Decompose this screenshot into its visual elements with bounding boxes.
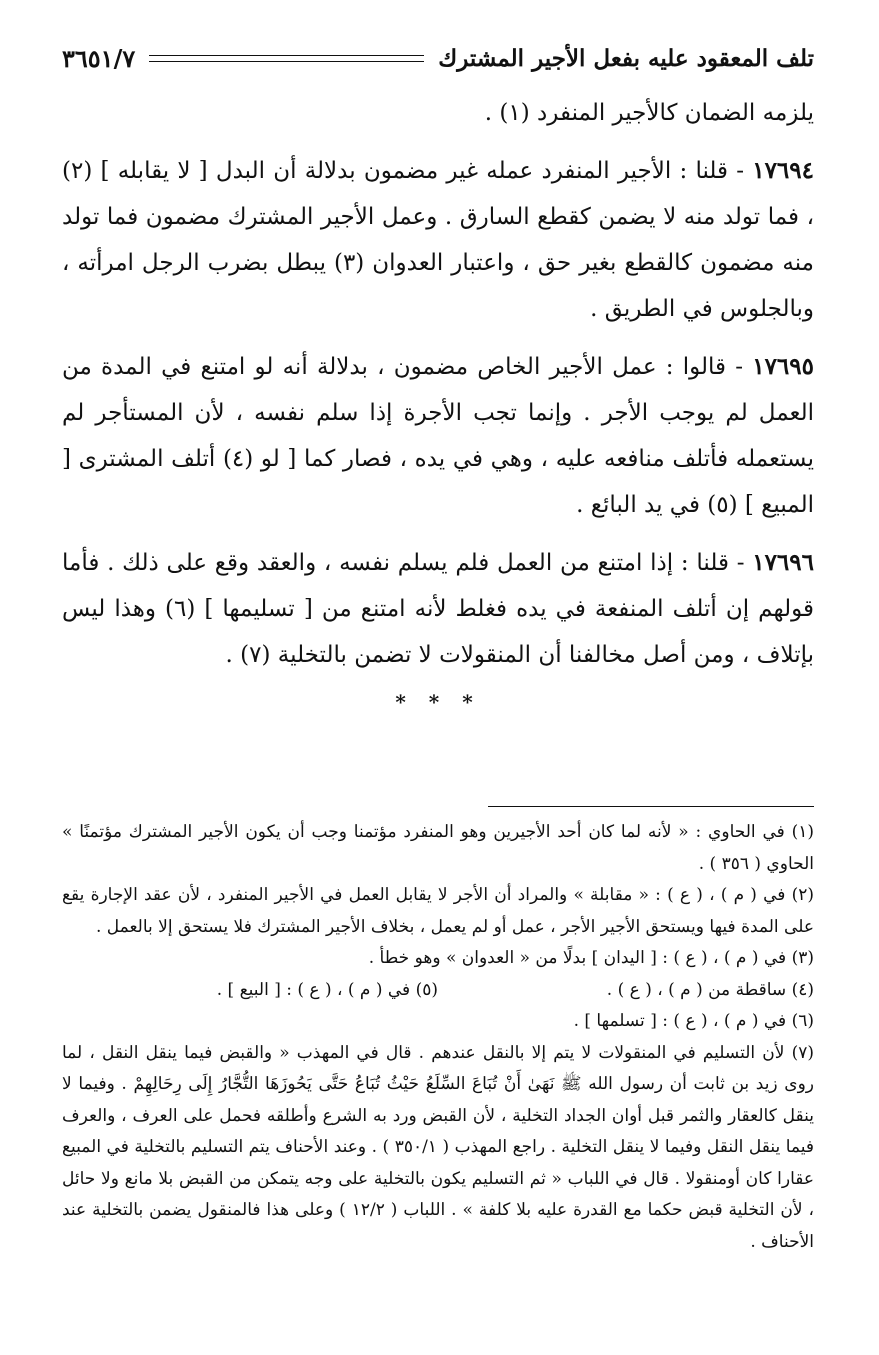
paragraph-number: ١٧٦٩٥ — [752, 353, 814, 380]
footnote-row-4-5 — [62, 975, 814, 1007]
page-number: ٣٦٥١/٧ — [62, 43, 136, 73]
header-double-rule — [149, 55, 424, 62]
paragraph-number: ١٧٦٩٦ — [752, 549, 814, 576]
book-page — [62, 38, 814, 1258]
footnote-6: (٦) في ( م ) ، ( ع ) : [ تسلمها ] . — [573, 1011, 814, 1031]
header-title: تلف المعقود عليه بفعل الأجير المشترك — [438, 44, 814, 72]
paragraph-17694 — [62, 148, 814, 332]
footnote-4: (٤) ساقطة من ( م ) ، ( ع ) . — [606, 979, 814, 1000]
footnote-rule — [488, 806, 814, 807]
footnote-7: (٧) لأن التسليم في المنقولات لا يتم إلا بالنقل عندهم . قال في المهذب « والقبض فيما ينقل النقل ، لما روى زيد بن ثابت أن رسول الله ﷺ نَهَىٰ أَنْ تُبَاعَ السِّلَعُ حَيْثُ تُبَاعُ حَتَّى يَحُوزَهَا التُّجَّارُ إِلَى رِحَالِهِمْ . وفيما لا ينقل كالعقار والثمر قبل أوان الجداد التخلية ، لأن القبض ورد به الشرع وأطلقه فحمل على العرف ، والعرف فيما ينقل النقل وفيما لا ينقل التخلية . راجع المهذب ( ٣٥٠/١ ) . وعند الأحناف يتم التسليم بالتخلية في المبيع عقارا كان أومنقولا . قال في اللباب « ثم التسليم يكون بالتخلية على وجه يتمكن من القبض بلا مانع ولا حائل ، لأن التخلية قبض حكما مع القدرة عليه بلا كلفة » . اللباب ( ١٢/٢ ) وعلى هذا فالمنقول يضمن بالتخلية عند الأحناف . — [62, 1042, 814, 1252]
paragraph-text: - قالوا : عمل الأجير الخاص مضمون ، بدلالة أنه لو امتنع في المدة من العمل لم يوجب الأجر . وإنما تجب الأجرة إذا سلم نفسه ، لأن المستأجر لم يستعمله فأتلف منافعه عليه ، وهي في يده ، فصار كما [ لو (٤) أتلف المشترى [ المبيع ] (٥) في يد البائع . — [62, 354, 814, 518]
running-header — [62, 38, 814, 78]
footnote-1: (١) في الحاوي : « لأنه لما كان أحد الأجيرين وهو المنفرد مؤتمنا وجب أن يكون الأجير المشترك مؤتمنًا » الحاوي ( ٣٥٦ ) . — [62, 822, 814, 874]
main-text — [62, 90, 814, 678]
paragraph-number: ١٧٦٩٤ — [752, 157, 814, 184]
paragraph-continuation — [62, 90, 814, 136]
paragraph-text: - قلنا : الأجير المنفرد عمله غير مضمون بدلالة أن البدل [ لا يقابله ] (٢) ، فما تولد منه لا يضمن كقطع السارق . وعمل الأجير المشترك مضمون فما تولد منه مضمون كالقطع بغير حق ، واعتبار العدوان (٣) يبطل بضرب الرجل امرأته ، وبالجلوس في الطريق . — [62, 158, 814, 322]
paragraph-text: يلزمه الضمان كالأجير المنفرد (١) . — [484, 100, 814, 126]
section-separator: * * * — [395, 690, 481, 714]
paragraph-17696 — [62, 540, 814, 678]
paragraph-text: - قلنا : إذا امتنع من العمل فلم يسلم نفسه ، والعقد وقع على ذلك . فأما قولهم إن أتلف المنفعة في يده فغلط لأنه امتنع من [ تسليمها ] (٦) وهذا ليس بإتلاف ، ومن أصل مخالفنا أن المنقولات لا تضمن بالتخلية (٧) . — [62, 550, 814, 668]
footnote-2: (٢) في ( م ) ، ( ع ) : « مقابلة » والمراد أن الأجر لا يقابل العمل في الأجير المنفرد ، لأن عقد الإجارة يقع على المدة فيها ويستحق الأجير الأجر ، عمل أو لم يعمل ، بخلاف الأجير المشترك فلا يستحق إلا بالعمل . — [62, 885, 814, 937]
footnote-5: (٥) في ( م ) ، ( ع ) : [ البيع ] . — [216, 979, 438, 1000]
footnote-3: (٣) في ( م ) ، ( ع ) : [ اليدان ] بدلًا من « العدوان » وهو خطأ . — [368, 948, 814, 968]
footnotes — [62, 817, 814, 1258]
paragraph-17695 — [62, 344, 814, 528]
